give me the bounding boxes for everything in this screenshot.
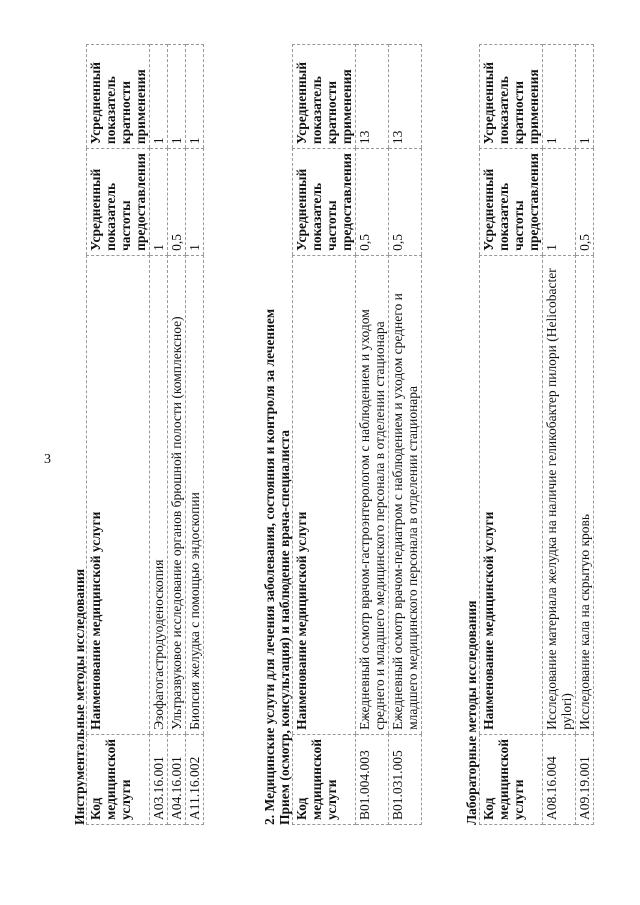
header-code: Код медицинской услуги xyxy=(480,734,543,824)
cell-code: A11.16.002 xyxy=(186,734,204,824)
header-code: Код медицинской услуги xyxy=(293,734,356,824)
cell-frequency: 0,5 xyxy=(389,149,422,256)
cell-name: Ежедневный осмотр врачом-педиатром с наблюдением и уходом среднего и младшего медицинского персонала в отделении стационара xyxy=(389,255,422,734)
cell-code: A08.16.004 xyxy=(543,734,576,824)
header-frequency: Усредненный показатель частоты предоставления xyxy=(87,149,150,256)
table-row xyxy=(543,45,576,825)
cell-code: A03.16.001 xyxy=(150,734,168,824)
table-header-row xyxy=(480,45,543,825)
header-name: Наименование медицинской услуги xyxy=(87,255,150,734)
cell-code: A09.19.001 xyxy=(576,734,594,824)
table-laboratory xyxy=(479,44,594,825)
cell-multiplicity: 13 xyxy=(389,45,422,149)
header-code: Код медицинской услуги xyxy=(87,734,150,824)
header-name: Наименование медицинской услуги xyxy=(480,255,543,734)
header-frequency: Усредненный показатель частоты предоставления xyxy=(293,149,356,256)
table-row xyxy=(389,45,422,825)
table-instrumental xyxy=(86,44,204,825)
table-specialist xyxy=(292,44,422,825)
cell-code: B01.031.005 xyxy=(389,734,422,824)
header-multiplicity: Усредненный показатель кратности применения xyxy=(87,45,150,149)
table-row xyxy=(150,45,168,825)
cell-name: Ультразвуковое исследование органов брюшной полости (комплексное) xyxy=(168,255,186,734)
cell-frequency: 1 xyxy=(150,149,168,256)
section-title-treatment: 2. Медицинские услуги для лечения заболевания, состояния и контроля за лечением xyxy=(262,308,277,825)
cell-multiplicity: 13 xyxy=(356,45,389,149)
cell-name: Биопсия желудка с помощью эндоскопии xyxy=(186,255,204,734)
cell-name: Ежедневный осмотр врачом-гастроэнтерологом с наблюдением и уходом среднего и младшего медицинского персонала в отделении стационара xyxy=(356,255,389,734)
cell-frequency: 1 xyxy=(543,149,576,256)
cell-multiplicity: 1 xyxy=(150,45,168,149)
cell-multiplicity: 1 xyxy=(168,45,186,149)
cell-code: A04.16.001 xyxy=(168,734,186,824)
cell-name: Исследование материала желудка на наличие геликобактер пилори (Helicobacter pylori) xyxy=(543,255,576,734)
cell-name: Исследование кала на скрытую кровь xyxy=(576,255,594,734)
cell-multiplicity: 1 xyxy=(543,45,576,149)
table-row xyxy=(576,45,594,825)
cell-frequency: 1 xyxy=(186,149,204,256)
section-title-laboratory: Лабораторные методы исследования xyxy=(464,600,479,825)
cell-multiplicity: 1 xyxy=(576,45,594,149)
cell-code: B01.004.003 xyxy=(356,734,389,824)
cell-multiplicity: 1 xyxy=(186,45,204,149)
table-row xyxy=(168,45,186,825)
table-header-row xyxy=(87,45,150,825)
table-row xyxy=(356,45,389,825)
page-number: 3 xyxy=(44,452,51,467)
section-title-instrumental: Инструментальные методы исследования xyxy=(72,568,87,825)
cell-name: Эзофагогастродуоденоскопия xyxy=(150,255,168,734)
table-row xyxy=(186,45,204,825)
header-frequency: Усредненный показатель частоты предоставления xyxy=(480,149,543,256)
section-subtitle-specialist: Прием (осмотр, консультация) и наблюдение врача-специалиста xyxy=(277,430,292,825)
header-name: Наименование медицинской услуги xyxy=(293,255,356,734)
table-header-row xyxy=(293,45,356,825)
cell-frequency: 0,5 xyxy=(168,149,186,256)
cell-frequency: 0,5 xyxy=(576,149,594,256)
header-multiplicity: Усредненный показатель кратности применения xyxy=(480,45,543,149)
cell-frequency: 0,5 xyxy=(356,149,389,256)
header-multiplicity: Усредненный показатель кратности применения xyxy=(293,45,356,149)
